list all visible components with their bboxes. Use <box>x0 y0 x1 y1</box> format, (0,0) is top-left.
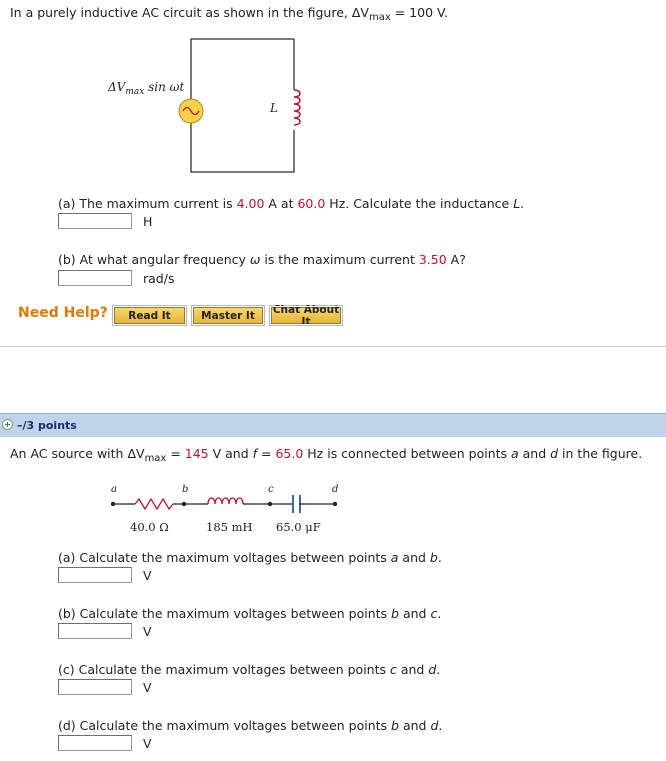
problem1-intro: In a purely inductive AC circuit as shown in the figure, $\Delta V_{max} = 100$ V. <box>10 5 448 23</box>
capacitor-value: 65.0 μF <box>276 520 321 534</box>
voltage-bd-answer-input[interactable] <box>58 735 132 751</box>
unit-label: rad/s <box>143 271 175 286</box>
voltage-ab-answer-input[interactable] <box>58 567 132 583</box>
point-a-label: a <box>111 484 117 495</box>
read-it-button[interactable]: Read It <box>114 307 185 324</box>
problem2-intro: An AC source with $\Delta V_{max} = 145$ V and f = 65.0 Hz is connected between points a and d in the figure. <box>10 446 643 464</box>
voltage-bc-answer-input[interactable] <box>58 623 132 639</box>
resistor-value: 40.0 Ω <box>130 520 169 534</box>
inductor-icon <box>208 498 243 504</box>
circuit-wires <box>191 39 294 172</box>
section-divider <box>0 346 666 347</box>
point-b-label: b <box>182 484 189 495</box>
resistor-icon <box>135 499 173 509</box>
unit-label: V <box>143 680 152 695</box>
chat-about-it-button[interactable]: Chat About It <box>272 303 340 328</box>
part-a-question: (a) The maximum current is 4.00 A at 60.0 Hz. Calculate the inductance L. <box>58 196 525 211</box>
source-label: $\Delta V_{max}$ sin ωt <box>108 80 185 97</box>
point-c-label: c <box>268 484 274 495</box>
point-d-label: d <box>332 484 339 495</box>
unit-label: H <box>143 214 153 229</box>
angular-frequency-answer-input[interactable] <box>58 270 132 286</box>
rlc-series-figure <box>100 478 360 540</box>
voltage-cd-answer-input[interactable] <box>58 679 132 695</box>
unit-label: V <box>143 624 152 639</box>
inductor-label: L <box>270 101 278 115</box>
unit-label: V <box>143 568 152 583</box>
inductance-answer-input[interactable] <box>58 213 132 229</box>
plus-icon[interactable] <box>2 419 13 430</box>
part2-c-question: (c) Calculate the maximum voltages between points c and d. <box>58 662 441 677</box>
unit-label: V <box>143 736 152 751</box>
master-it-button[interactable]: Master It <box>193 307 263 324</box>
inductor-value: 185 mH <box>206 520 253 534</box>
part2-b-question: (b) Calculate the maximum voltages between points b and c. <box>58 606 442 621</box>
part2-d-question: (d) Calculate the maximum voltages between points b and d. <box>58 718 443 733</box>
points-label: –/3 points <box>17 419 77 432</box>
part-b-question: (b) At what angular frequency ω is the maximum current 3.50 A? <box>58 252 466 267</box>
need-help-label: Need Help? <box>18 305 108 321</box>
problem-header-banner <box>0 413 666 437</box>
part2-a-question: (a) Calculate the maximum voltages between points a and b. <box>58 550 442 565</box>
inductive-circuit-figure <box>100 32 330 182</box>
